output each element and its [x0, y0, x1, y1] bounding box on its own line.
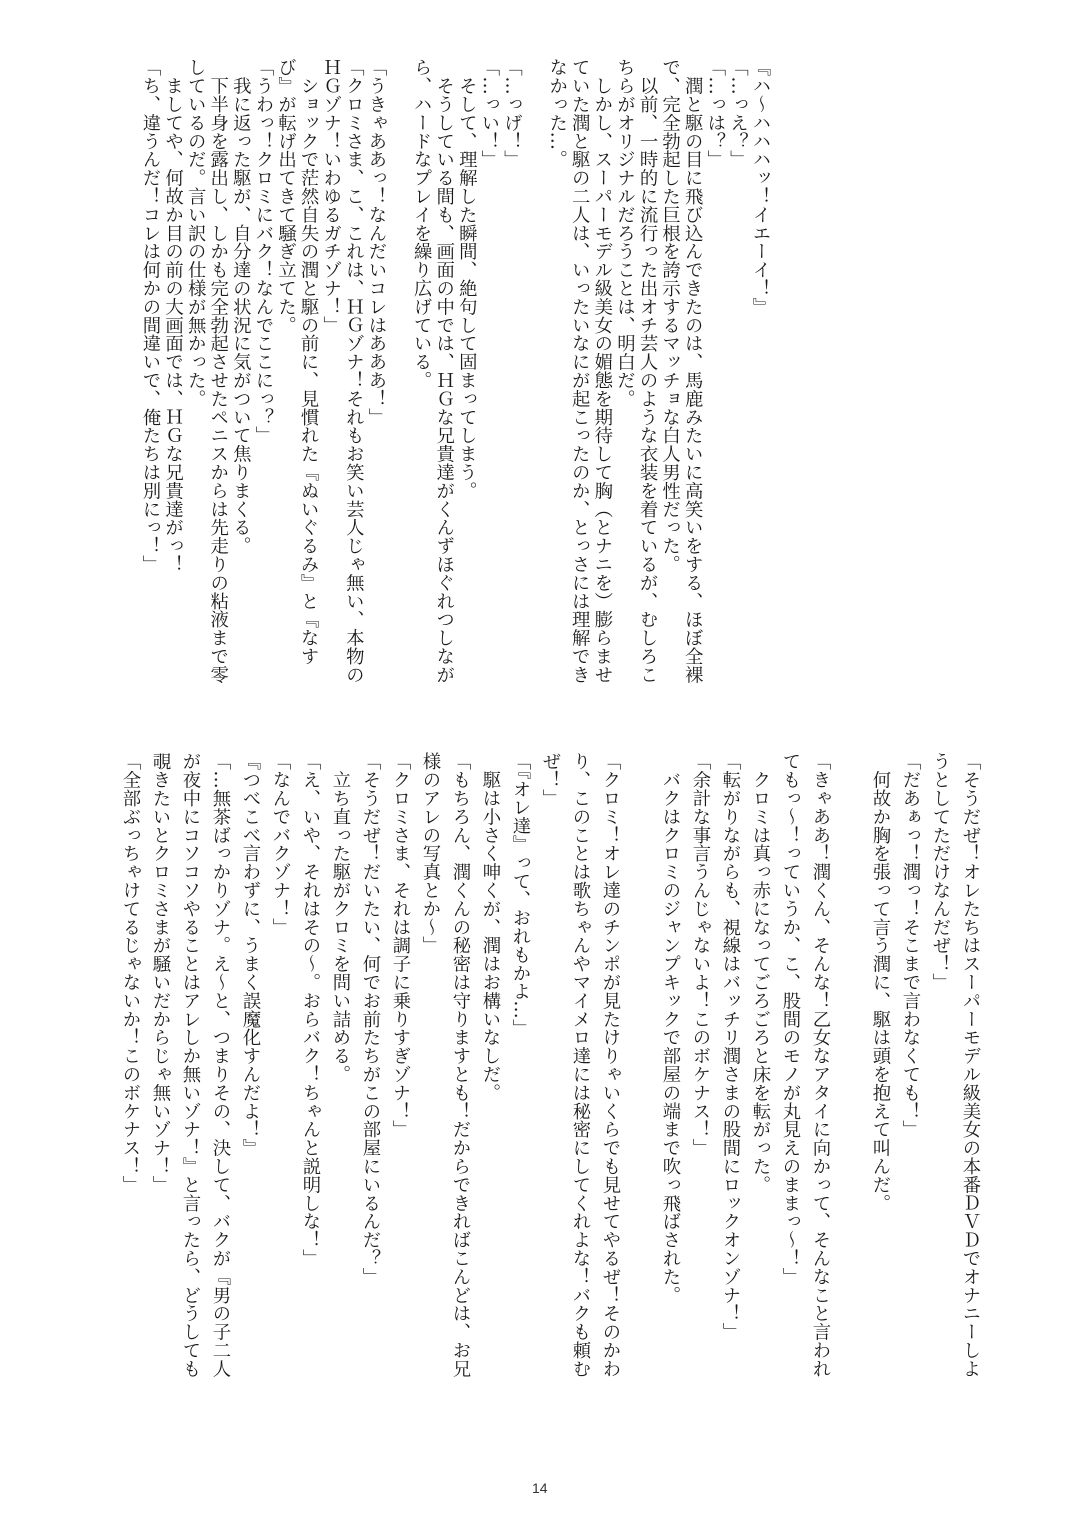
- text-line: しているのだ。言い訳の仕様が無かった。: [185, 58, 207, 408]
- text-line: 様のアレの写真とか～」: [420, 752, 441, 955]
- text-line: 以前、一時的に流行った出オチ芸人のような衣装を着ているが、むしろこ: [637, 58, 659, 684]
- text-line: 潤と駆の目に飛び込んできたのは、馬鹿みたいに高笑いをする、ほぼ全裸: [682, 58, 704, 684]
- text-line: 駆は小さく呻くが、潤はお構いなしだ。: [480, 752, 501, 1102]
- text-line: 「クロミ！オレ達のチンポが見たけりゃいくらでも見せてやるぜ！そのかわ: [600, 752, 621, 1378]
- text-line: で、完全勃起した巨根を誇示するマッチョな白人男性だった。: [659, 58, 681, 574]
- text-line: 「…っげ！」: [501, 58, 523, 169]
- text-line: 我に返った駆が、自分達の状況に気がついて焦りまくる。: [230, 58, 252, 555]
- upper-text-tier: [138, 58, 771, 708]
- text-line: 何故か胸を張って言う潤に、駆は頭を抱えて叫んだ。: [870, 752, 891, 1212]
- page-number: 14: [532, 1480, 548, 1496]
- text-line: 「そうだぜ！オレたちはスーパーモデル級美女の本番ＤＶＤでオナニーしよ: [960, 752, 981, 1378]
- text-line: ら、ハードなプレイを繰り広げている。: [411, 58, 433, 390]
- text-line: び』が転げ出てきて騒ぎ立てた。: [275, 58, 297, 334]
- text-line: 「クロミさま、それは調子に乗りすぎゾナ！」: [390, 752, 411, 1139]
- paragraph: [655, 752, 835, 1412]
- text-line: ていた潤と駆の二人は、いったいなにが起こったのか、とっさには理解でき: [569, 58, 591, 684]
- text-line: 『ハ～ハハハッ！イエーイ！』: [750, 58, 771, 316]
- text-line: 「うきゃああっ！なんだいコレはあああ！」: [365, 58, 387, 426]
- text-line: 「ち、違うんだ！コレは何かの間違いで、俺たちは別にっ！」: [139, 58, 161, 574]
- paragraph: [545, 58, 771, 708]
- text-line: 「…無茶ばっかりゾナ。え～と、つまりその、決して、バクが『男の子二人: [210, 752, 231, 1378]
- text-line: ぜ！」: [540, 752, 561, 808]
- text-line: うとしてただけなんだぜ！」: [930, 752, 951, 992]
- text-line: 「きゃああ！潤くん、そんな！乙女なアタイに向かって、そんなこと言われ: [810, 752, 831, 1378]
- text-line: そして、理解した瞬間、絶句して固まってしまう。: [456, 58, 478, 500]
- text-line: 「クロミさま、こ、これは、ＨＧゾナ！それもお笑い芸人じゃ無い、本物の: [343, 58, 365, 684]
- text-line: 「『オレ達』って、おれもかよ…」: [510, 752, 531, 1038]
- text-line: クロミは真っ赤になってごろごろと床を転がった。: [750, 752, 771, 1194]
- text-line: 「余計な事言うんじゃないよ！このボケナス！」: [690, 752, 711, 1157]
- text-line: 「転がりながらも、視線はバッチリ潤さまの股間にロックオンゾナ！」: [720, 752, 741, 1341]
- paragraph: [138, 58, 387, 708]
- text-line: 「…っい！」: [478, 58, 500, 169]
- text-line: 「うわっ！クロミにバク！なんでここにっ？」: [252, 58, 274, 445]
- lower-text-tier: [115, 752, 985, 1412]
- text-line: 「…っえ？」: [727, 58, 749, 169]
- text-line: 「全部ぶっちゃけてるじゃないか！このボケナス！」: [120, 752, 141, 1194]
- paragraph: [410, 58, 523, 708]
- text-line: 「え、いや、それはその～。おらバク！ちゃんと説明しな！」: [300, 752, 321, 1268]
- text-line: しかし、スーパーモデル級美女の媚態を期待して胸（とナニを）膨らませ: [591, 58, 613, 684]
- text-line: 立ち直った駆がクロミを問い詰める。: [330, 752, 351, 1084]
- text-line: 「だあぁっ！潤っ！そこまで言わなくても！」: [900, 752, 921, 1139]
- text-line: 「なんでバクゾナ！」: [270, 752, 291, 936]
- text-line: 「…っは？」: [704, 58, 726, 169]
- text-line: バクはクロミのジャンプキックで部屋の端まで吹っ飛ばされた。: [660, 752, 681, 1304]
- text-line: なかった…。: [546, 58, 568, 169]
- text-line: 『つべこべ言わずに、うまく誤魔化すんだよ！』: [240, 752, 261, 1157]
- text-line: ちらがオリジナルだろうことは、明白だ。: [614, 58, 636, 408]
- text-line: そうしている間も、画面の中では、ＨＧな兄貴達がくんずほぐれつしなが: [433, 58, 455, 684]
- text-line: り、このことは歌ちゃんやマイメロ達には秘密にしてくれよな！バクも頼む: [570, 752, 591, 1378]
- text-line: 「もちろん、潤くんの秘密は守りますとも！だからできればこんどは、お兄: [450, 752, 471, 1378]
- text-line: が夜中にコソコソやることはアレしか無いゾナ！』と言ったら、どうしても: [180, 752, 201, 1378]
- text-line: 「そうだぜ！だいたい、何でお前たちがこの部屋にいるんだ？」: [360, 752, 381, 1286]
- text-line: ましてや、何故か目の前の大画面では、ＨＧな兄貴達がっ！: [162, 58, 184, 574]
- paragraph: [865, 752, 985, 1412]
- text-line: 覗きたいとクロミさまが騒いだからじゃ無いゾナ！」: [150, 752, 171, 1194]
- text-line: 下半身を露出し、しかも完全勃起させたペニスからは先走りの粘液まで零: [207, 58, 229, 684]
- text-line: ＨＧゾナ！いわゆるガチゾナ！」: [320, 58, 342, 334]
- text-line: てもっ～！っていうか、こ、股間のモノが丸見えのままっ～！」: [780, 752, 801, 1286]
- paragraph: [115, 752, 625, 1412]
- text-line: ショックで茫然自失の潤と駆の前に、見慣れた『ぬいぐるみ』と『なす: [298, 58, 320, 666]
